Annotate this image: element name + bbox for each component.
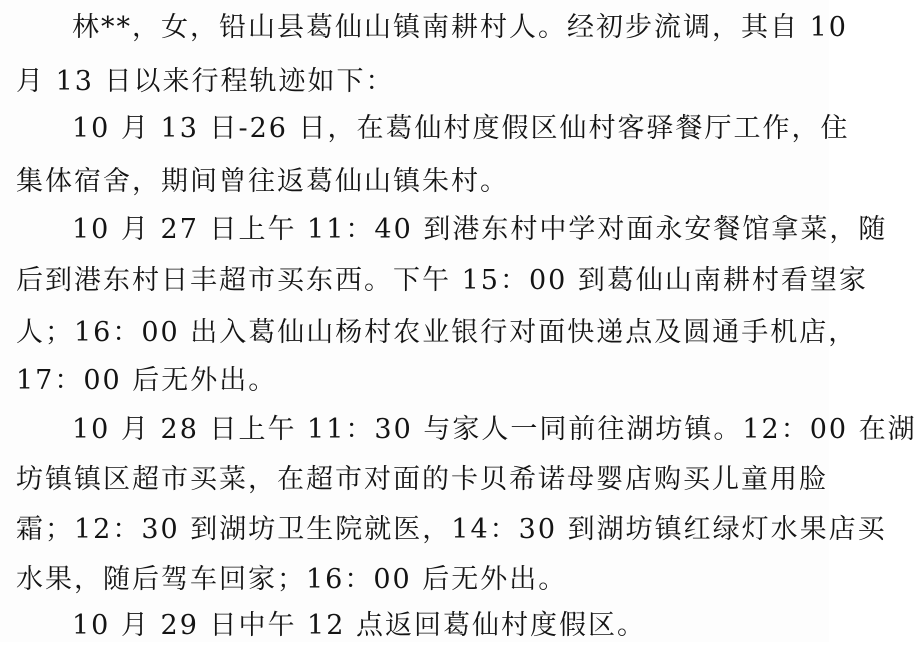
oct-13-26-line-2: 集体宿舍，期间曾往返葛仙山镇朱村。 [16,166,509,197]
oct-29-line-1: 10 月 29 日中午 12 点返回葛仙村度假区。 [72,610,646,641]
oct-28-line-1: 10 月 28 日上午 11：30 与家人一同前往湖坊镇。12：00 在湖 [72,414,917,445]
intro-line-1: 林**，女，铅山县葛仙山镇南耕村人。经初步流调，其自 10 [72,12,848,43]
oct-27-line-4: 17：00 后无外出。 [16,365,278,396]
intro-line-2: 月 13 日以来行程轨迹如下： [16,66,395,97]
oct-28-line-3: 霜；12：30 到湖坊卫生院就医，14：30 到湖坊镇红绿灯水果店买 [16,514,887,545]
oct-27-line-1: 10 月 27 日上午 11：40 到港东村中学对面永安餐馆拿菜，随 [72,214,888,245]
oct-28-line-2: 坊镇镇区超市买菜，在超市对面的卡贝希诺母婴店购买儿童用脸 [16,464,828,495]
oct-27-line-3: 人；16：00 出入葛仙山杨村农业银行对面快递点及圆通手机店， [16,317,858,348]
oct-28-line-4: 水果，随后驾车回家；16：00 后无外出。 [16,564,568,595]
oct-13-26-line-1: 10 月 13 日-26 日，在葛仙村度假区仙村客驿餐厅工作，住 [72,113,850,144]
oct-27-line-2: 后到港东村日丰超市买东西。下午 15：00 到葛仙山南耕村看望家 [16,265,868,296]
